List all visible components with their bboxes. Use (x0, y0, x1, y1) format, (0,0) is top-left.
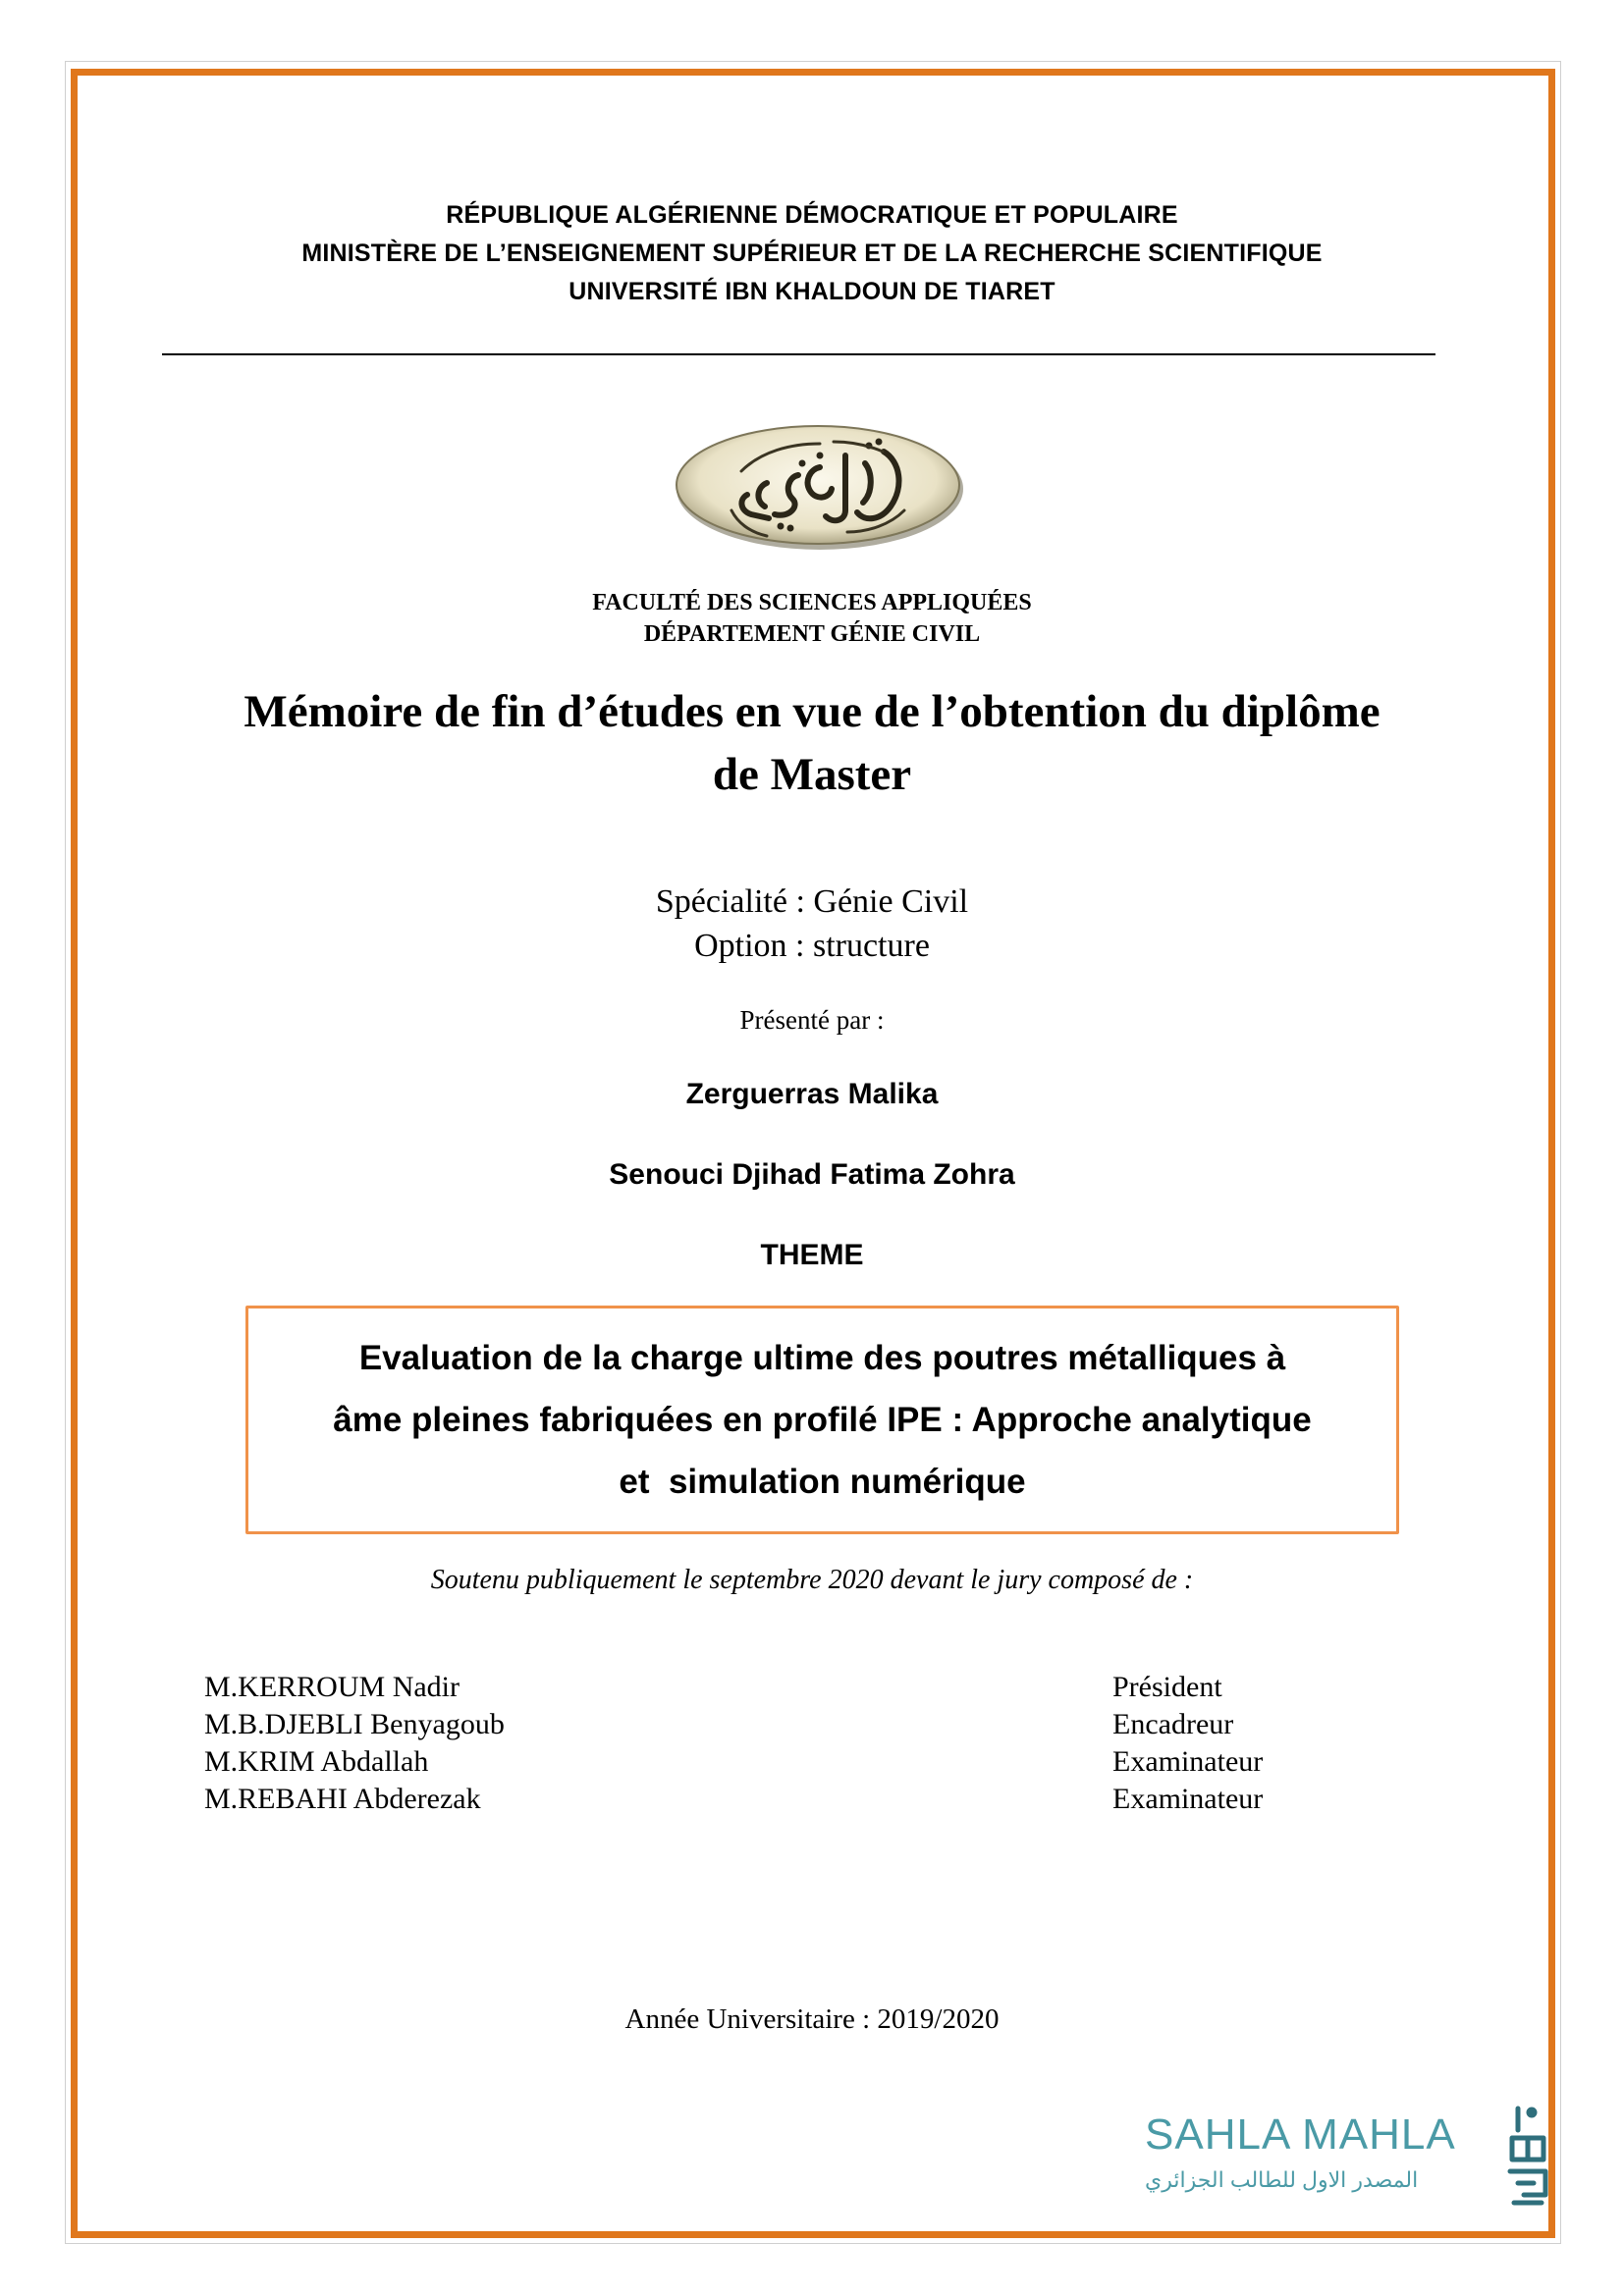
sahla-mahla-watermark (1139, 2110, 1551, 2228)
option: Option : structure (694, 928, 930, 964)
header-republic: RÉPUBLIQUE ALGÉRIENNE DÉMOCRATIQUE ET POPULAIRE (446, 201, 1178, 229)
author-2: Senouci Djihad Fatima Zohra (609, 1158, 1015, 1191)
author-1: Zerguerras Malika (685, 1078, 939, 1110)
thesis-title-line2: de Master (712, 749, 912, 800)
theme-title-line1: Evaluation de la charge ultime des poutres métalliques à (358, 1339, 1286, 1377)
jury-member-role: Examinateur (1112, 1783, 1264, 1815)
academic-year-label: Année Universitaire : (624, 2003, 871, 2035)
university-logo-emblem (673, 412, 967, 560)
header-ministry: MINISTÈRE DE L’ENSEIGNEMENT SUPÉRIEUR ET DE LA RECHERCHE SCIENTIFIQUE (301, 240, 1323, 267)
watermark-tagline: المصدر الاول للطالب الجزائري (1145, 2167, 1419, 2192)
theme-title-line3: et simulation numérique (619, 1463, 1026, 1501)
jury-member-role: Président (1112, 1671, 1222, 1703)
jury-row (0, 1669, 1624, 1706)
jury-row (0, 1743, 1624, 1781)
theme-label: THEME (760, 1239, 864, 1271)
university-logo (673, 412, 967, 560)
department-name: DÉPARTEMENT GÉNIE CIVIL (643, 621, 981, 647)
jury-member-name: M.B.DJEBLI Benyagoub (204, 1708, 505, 1740)
presented-by-label: Présenté par : (739, 1005, 885, 1035)
calligraphy-emblem-icon (1504, 2101, 1551, 2211)
theme-box (245, 1306, 1399, 1534)
jury-member-role: Encadreur (1112, 1708, 1234, 1740)
page-frame (71, 69, 1555, 2238)
jury-member-role: Examinateur (1112, 1745, 1264, 1778)
header-divider (162, 353, 1435, 355)
theme-title-line2: âme pleines fabriquées en profilé IPE : Approche analytique (333, 1401, 1312, 1439)
thesis-title-line1: Mémoire de fin d’études en vue de l’obtention du diplôme (244, 686, 1380, 737)
jury-row (0, 1706, 1624, 1743)
watermark-brand-name: SAHLA MAHLA (1145, 2110, 1456, 2159)
header-university: UNIVERSITÉ IBN KHALDOUN DE TIARET (568, 278, 1056, 305)
faculty-name: FACULTÉ DES SCIENCES APPLIQUÉES (592, 590, 1032, 615)
jury-member-name: M.REBAHI Abderezak (204, 1783, 481, 1815)
specialty: Spécialité : Génie Civil (655, 883, 969, 920)
academic-year (0, 2003, 1624, 2036)
jury-row (0, 1781, 1624, 1818)
theme-title (273, 1327, 1373, 1513)
jury-member-name: M.KERROUM Nadir (204, 1671, 460, 1703)
academic-year-value: 2019/2020 (877, 2003, 1000, 2035)
defense-statement: Soutenu publiquement le septembre 2020 devant le jury composé de : (430, 1565, 1194, 1595)
jury-member-name: M.KRIM Abdallah (204, 1745, 429, 1778)
